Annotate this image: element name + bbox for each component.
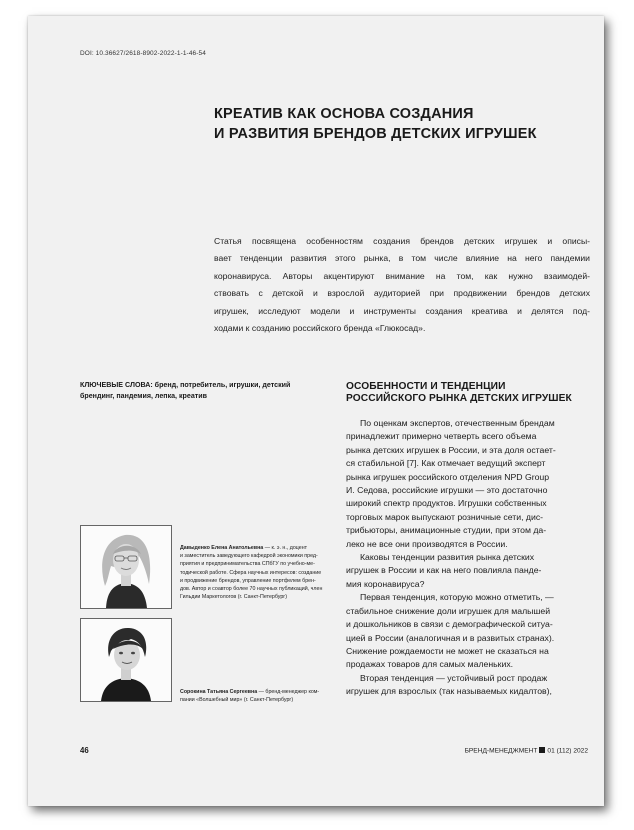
- body-line: ся стабильной [7]. Как отмечает ведущий эксперт: [346, 458, 546, 469]
- body-line: игрушек в России и как на него повлияла панде-: [346, 565, 542, 576]
- bio-line-first: [180, 688, 319, 696]
- journal-issue: 01 (112) 2022: [547, 747, 588, 755]
- journal-page: [28, 16, 604, 806]
- keywords-line: КЛЮЧЕВЫЕ СЛОВА: бренд, потребитель, игрушки, детский: [80, 381, 291, 389]
- author-bio-sorokina: [180, 688, 319, 704]
- section-heading-line: РОССИЙСКОГО РЫНКА ДЕТСКИХ ИГРУШЕК: [346, 393, 572, 404]
- body-line: принадлежит примерно четверть всего объема: [346, 431, 537, 442]
- body-line: продажах товаров для самых маленьких.: [346, 659, 514, 670]
- bio-line: и продвижение брендов, управление портфелем брен-: [180, 577, 316, 584]
- body-line: торговых марок выпускают розничные сети, дис-: [346, 511, 544, 522]
- bio-text: — к. э. н., доцент: [263, 545, 308, 551]
- section-heading: [346, 381, 572, 405]
- journal-name: БРЕНД-МЕНЕДЖМЕНТ: [464, 747, 538, 755]
- bio-line: приятия и предпринимательства СПбГУ по учебно-ме-: [180, 561, 315, 568]
- body-line: цией в России (аналогичная и в развитых странах).: [346, 632, 555, 643]
- article-title: [214, 104, 537, 144]
- title-line: И РАЗВИТИЯ БРЕНДОВ ДЕТСКИХ ИГРУШЕК: [214, 126, 537, 142]
- body-line: игрушек для взрослых (так называемых кидалтов),: [346, 686, 552, 697]
- abstract-line: вает тенденции развития этого рынка, в том числе влияние на него пандемии: [214, 253, 590, 264]
- abstract-line: коронавируса. Авторы акцентируют внимание на том, как нужно взаимодей-: [214, 270, 590, 281]
- body-line: Первая тенденция, которую можно отметить, —: [360, 592, 554, 603]
- body-line: рынка детских игрушек в России, и эта доля остает-: [346, 444, 556, 455]
- bio-line: Гильдии Маркетологов (г. Санкт-Петербург): [180, 594, 288, 601]
- abstract-line: ствовать с детской и взрослой аудиторией при продвижении брендов детских: [214, 288, 590, 299]
- body-line: широкий спектр продуктов. Игрушки собственных: [346, 498, 547, 509]
- body-line: мия коронавируса?: [346, 578, 425, 589]
- journal-footer: [465, 747, 588, 755]
- abstract-line: ходами к созданию российского бренда «Глюкосад».: [214, 323, 426, 334]
- title-line: КРЕАТИВ КАК ОСНОВА СОЗДАНИЯ: [214, 106, 474, 122]
- author-bio-davydenko: [180, 544, 322, 601]
- abstract-line: Статья посвящена особенностям создания брендов детских игрушек и описы-: [214, 236, 590, 246]
- body-line: леко не все они производятся в России.: [346, 538, 508, 549]
- portrait-image: [81, 526, 171, 608]
- bio-line: тодической работе. Сфера научных интересов: создание: [180, 569, 322, 576]
- doi-label: DOI: 10.36627/2618-8902-2022-1-1-46-54: [80, 50, 206, 57]
- author-photo-sorokina: [80, 618, 172, 702]
- body-line: рынка игрушек российского отделения NPD Group: [346, 471, 550, 482]
- body-line: Вторая тенденция — устойчивый рост продаж: [360, 672, 548, 683]
- author-name: Давыденко Елена Анатольевна: [180, 545, 264, 551]
- body-line: По оценкам экспертов, отечественным брендам: [360, 418, 555, 428]
- bio-line: пании «Волшебный мир» (г. Санкт-Петербург): [180, 697, 294, 704]
- body-line: И. Седова, российские игрушки — это достаточно: [346, 485, 548, 496]
- body-line: трибьюторы, анимационные студии, при этом да-: [346, 525, 547, 536]
- portrait-image: [81, 619, 171, 701]
- body-line: Снижение рождаемости не может не сказаться на: [346, 645, 549, 656]
- author-name: Сорокина Татьяна Сергеевна: [180, 689, 258, 695]
- abstract-line: игрушек, исследуют модели и инструменты создания креатива и делятся под-: [214, 305, 590, 316]
- bio-line: и заместитель заведующего кафедрой экономики пред-: [180, 553, 318, 560]
- section-heading-line: ОСОБЕННОСТИ И ТЕНДЕНЦИИ: [346, 381, 506, 392]
- body-line: Каковы тенденции развития рынка детских: [360, 552, 535, 563]
- bio-line: дов. Автор и соавтор более 70 научных публикаций, член: [180, 586, 323, 593]
- page-number: 46: [80, 746, 89, 755]
- author-photo-davydenko: [80, 525, 172, 609]
- keywords-line: брендинг, пандемия, лепка, креатив: [80, 392, 207, 400]
- body-line: стабильное снижение доли игрушек для малышей: [346, 605, 551, 616]
- keywords: [80, 380, 290, 402]
- bio-text: — бренд-менеджер ком-: [257, 689, 320, 695]
- body-line: и дошкольников в связи с демографической ситуа-: [346, 619, 553, 630]
- abstract: [214, 233, 590, 337]
- bio-line-first: [180, 544, 322, 552]
- square-separator-icon: [539, 747, 545, 753]
- section-body: [346, 417, 588, 699]
